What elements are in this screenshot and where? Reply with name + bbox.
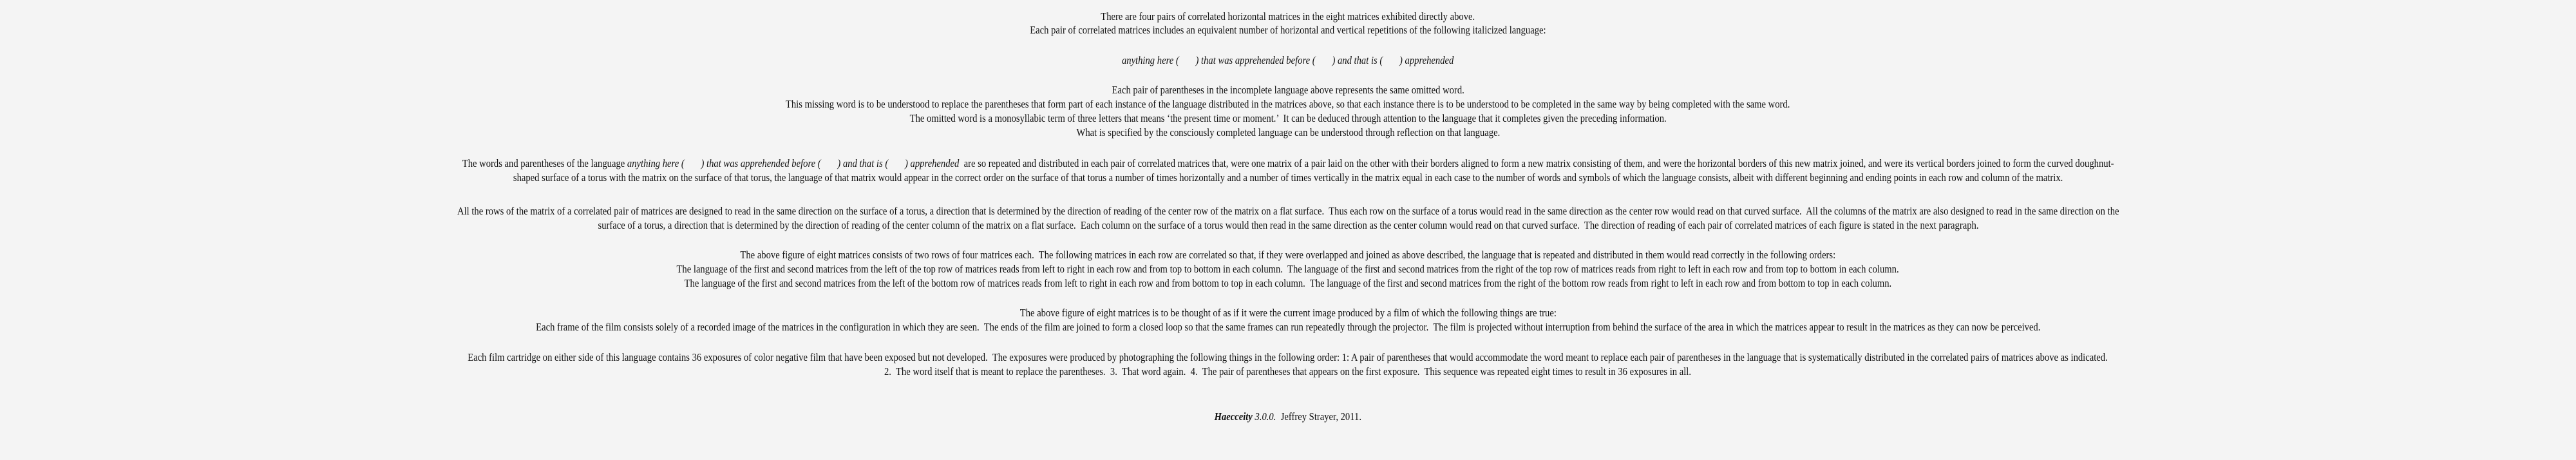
omitted-line-4: What is specified by the consciously completed language can be understood through reflection on that language. xyxy=(1076,126,1500,139)
omitted-line-1: Each pair of parentheses in the incomplete language above represents the same omitted word. xyxy=(1112,84,1464,96)
orders-line-1: The above figure of eight matrices consists of two rows of four matrices each. The following matrices in each row are correlated so that, if they were overlapped and joined as above described, the language that is repeated and distributed in them would read correctly in the following orders: xyxy=(740,249,1836,261)
work-author-year: Jeffrey Strayer, 2011. xyxy=(1276,410,1362,423)
film-line-2: Each frame of the film consists solely of a recorded image of the matrices in the configuration in which they are seen. The ends of the film are joined to form a closed loop so that the same frames can run repeatedly through the projector. The film is projected without interruption from behind the surface of the area in which the matrices appear to result in the matrices as they can now be perceived. xyxy=(535,321,2041,333)
film-line-1: The above figure of eight matrices is to be thought of as if it were the current image produced by a film of which the following things are true: xyxy=(1019,307,1557,319)
orders-line-2: The language of the first and second matrices from the left of the top row of matrices reads from left to right in each row and from top to bottom in each column. The language of the first and second matrices from the right of the top row of matrices reads from right to left in each row and from top to bottom in each column. xyxy=(676,263,1900,275)
work-title: Haecceity xyxy=(1214,410,1253,423)
torus-language-part-2: ) that was apprehended before ( xyxy=(701,157,821,169)
intro-line-2: Each pair of correlated matrices includes an equivalent number of horizontal and vertical repetitions of the following italicized language: xyxy=(1030,24,1546,36)
torus-language-part-3: ) and that is ( xyxy=(837,157,889,169)
language-part-2: ) that was apprehended before ( xyxy=(1195,54,1316,66)
rows-line-2: surface of a torus, a direction that is determined by the direction of reading of the center column of the matrix on a flat surface. Each column on the surface of a torus would then read in the same direction as the center column would read on that curved surface. The direction of reading of each pair of correlated matrices of each figure is stated in the next paragraph. xyxy=(598,219,1978,231)
torus-language-part-1: anything here ( xyxy=(627,157,685,169)
work-version: 3.0.0 xyxy=(1253,410,1274,423)
torus-line-1: The words and parentheses of the language anything here ( ) that was apprehended before ( ) and that is ( ) apprehended are so repeated and distributed in each pair of correlated matrices that, were one matrix of a pair laid on the other with their borders aligned to form a new matrix consisting of them, and were the horizontal borders of this new matrix joined, and were its vertical borders joined to form the curved doughnut- xyxy=(462,157,2114,169)
rows-line-1: All the rows of the matrix of a correlated pair of matrices are designed to read in the same direction on the surface of a torus, a direction that is determined by the direction of reading of the center row of the matrix on a flat surface. Thus each row on the surface of a torus would read in the same direction as the center row would read on that curved surface. All the columns of the matrix are also designed to read in the same direction on the xyxy=(457,205,2119,217)
torus-line-2: shaped surface of a torus with the matrix on the surface of that torus, the language of that matrix would appear in the correct order on the surface of that torus a number of times horizontally and a number of times vertically in the matrix equal in each case to the number of words and symbols of which the language consists, albeit with different beginning and ending points in each row and column of the matrix. xyxy=(513,171,2063,184)
torus-language-part-4: ) apprehended xyxy=(904,157,960,169)
cartridge-line-2: 2. The word itself that is meant to replace the parentheses. 3. That word again. 4. The pair of parentheses that appears on the first exposure. This sequence was repeated eight times to result in 36 exposures in all. xyxy=(884,365,1692,378)
language-part-3: ) and that is ( xyxy=(1332,54,1383,66)
italic-language xyxy=(0,54,2576,66)
orders-line-3: The language of the first and second matrices from the left of the bottom row of matrices reads from left to right in each row and from bottom to top in each column. The language of the first and second matrices from the right of the bottom row reads from right to left in each row and from bottom to top in each column. xyxy=(684,277,1892,289)
omitted-line-2: This missing word is to be understood to replace the parentheses that form part of each instance of the language distributed in the matrices above, so that each instance there is to be understood to be completed in the same way by being completed with the same word. xyxy=(786,98,1790,110)
credit-line: Haecceity 3.0.0. Jeffrey Strayer, 2011. xyxy=(1214,410,1362,423)
intro-line-1: There are four pairs of correlated horizontal matrices in the eight matrices exhibited directly above. xyxy=(1101,10,1475,23)
cartridge-line-1: Each film cartridge on either side of this language contains 36 exposures of color negative film that have been exposed but not developed. The exposures were produced by photographing the following things in the following order: 1: A pair of parentheses that would accommodate the word meant to replace each pair of parentheses in the language that is systematically distributed in the correlated pairs of matrices above as indicated. xyxy=(468,351,2108,363)
language-part-4: ) apprehended xyxy=(1399,54,1454,66)
language-part-1: anything here ( xyxy=(1122,54,1180,66)
omitted-line-3: The omitted word is a monosyllabic term of three letters that means ‘the present time or moment.’ It can be deduced through attention to the language that it completes given the preceding information. xyxy=(909,112,1667,124)
